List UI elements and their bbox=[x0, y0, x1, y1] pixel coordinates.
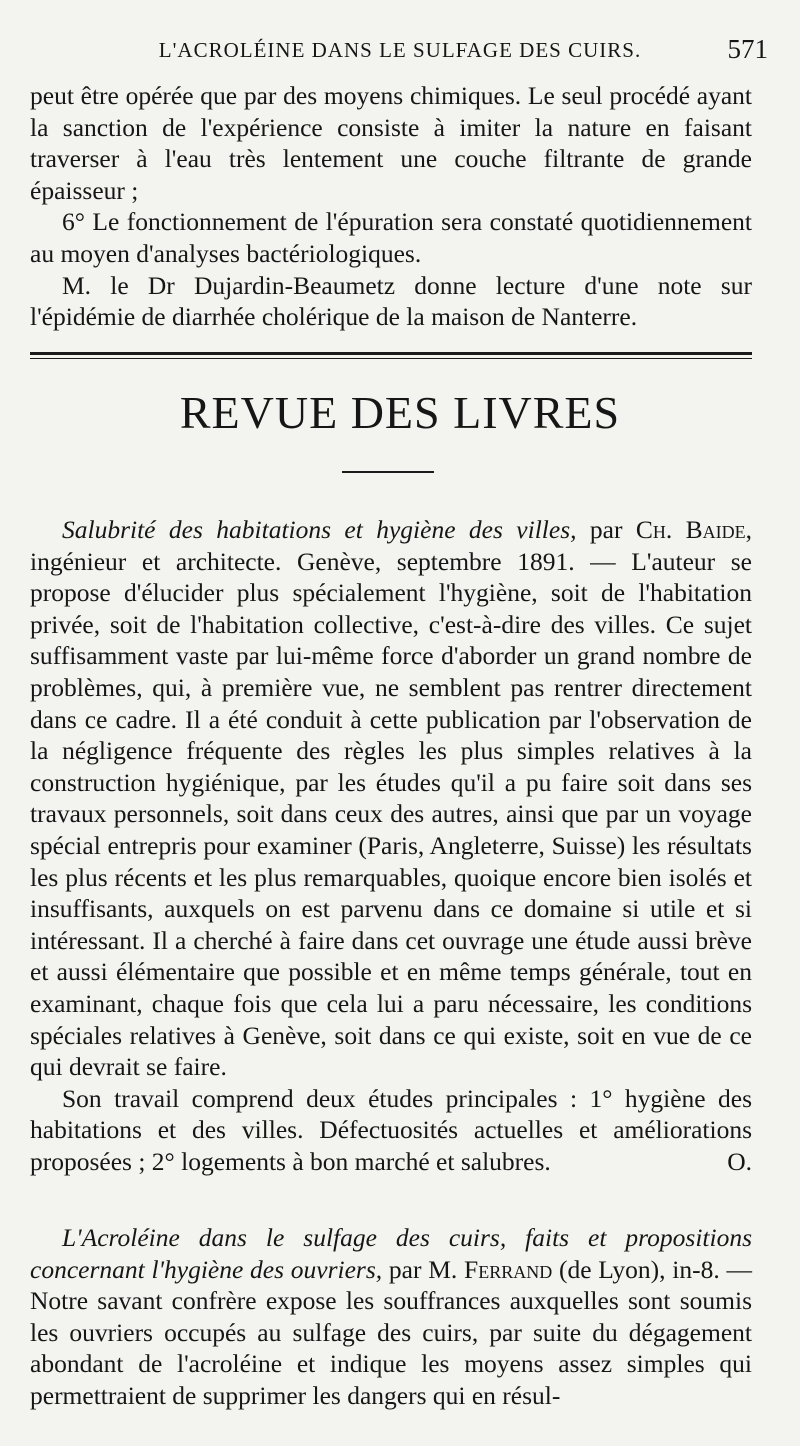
paragraph-dujardin: M. le Dr Dujardin-Beaumetz donne lecture d'une note sur l'épidémie de diarrhée cholérique de la maison de Nanterre. bbox=[30, 270, 752, 332]
review-1-body: , ingénieur et architecte. Genève, septembre 1891. — L'auteur se propose d'élucider plus spécialement l'hygiène, soit de l'habitation privée, soit de l'habitation collective, c'est-à-dire des villes. Ce sujet suffisamment vaste par lui-même force d'aborder un grand nombre de problèmes, qui, à première vue, ne semblent pas rentrer directement dans ce cadre. Il a été conduit à cette publication par l'observation de la négligence fréquente des règles les plus simples relatives à la construction hygiénique, par les études qu'il a pu faire soit dans ses travaux personnels, soit dans ceux des autres, ainsi que par un voyage spécial entrepris pour examiner (Paris, Angleterre, Suisse) les résultats les plus récents et les plus remarquables, quoique encore bien isolés et insuffisants, auxquels on est parvenu dans ce domaine si utile et si intéressant. Il a cherché à faire dans cet ouvrage une étude aussi brève et aussi élémentaire que possible et en même temps générale, tout en examinant, chaque fois que cela lui a paru nécessaire, les conditions spéciales relatives à Genève, soit dans ce qui existe, soit en vue de ce qui devrait se faire. bbox=[30, 515, 753, 1082]
review-2-author: Ferrand bbox=[464, 1254, 553, 1284]
review-1-signature: O. bbox=[727, 1146, 752, 1176]
paragraph-continuation: peut être opérée que par des moyens chimiques. Le seul procédé ayant la sanction de l'expérience consiste à imiter la nature en faisant traverser à l'eau très lentement une couche filtrante de grande épaisseur ; bbox=[30, 81, 752, 205]
review-2-paragraph bbox=[30, 1222, 752, 1412]
section-divider-rule bbox=[30, 352, 752, 359]
section-title: REVUE DES LIVRES bbox=[179, 387, 621, 438]
page-number: 571 bbox=[727, 34, 768, 64]
review-1-summary: Son travail comprend deux études principales : 1° hygiène des habitations et des villes. Défectuosités actuelles et améliorations proposées ; 2° logements à bon marché et salubres. bbox=[30, 1083, 752, 1176]
review-2-body: (de Lyon), in-8. — Notre savant confrère expose les souffrances auxquelles sont soumis les ouvriers occupés au sulfage des cuirs, par suite du dégagement abondant de l'acroléine et indique les moyens assez simples qui permettraient de supprimer les dangers qui en résul- bbox=[30, 1254, 752, 1410]
review-1-paragraph bbox=[30, 514, 752, 1083]
review-2 bbox=[30, 1222, 752, 1412]
review-1-author: Ch. Baide bbox=[635, 515, 746, 544]
review-1-paragraph-2 bbox=[30, 1083, 752, 1178]
running-title: L'ACROLÉINE DANS LE SULFAGE DES CUIRS. bbox=[158, 38, 642, 62]
review-2-title: L'Acroléine dans le sulfage des cuirs, faits et propositions concernant l'hygiène des ouvriers, bbox=[30, 1223, 752, 1284]
review-2-by: par M. bbox=[382, 1254, 465, 1284]
review-1-by: par bbox=[576, 515, 636, 544]
review-1-title: Salubrité des habitations et hygiène des villes, bbox=[62, 515, 577, 544]
running-head bbox=[30, 30, 770, 66]
top-text-block bbox=[30, 80, 752, 333]
short-divider bbox=[342, 471, 434, 473]
review-1 bbox=[30, 514, 752, 1177]
paragraph-item-6: 6° Le fonctionnement de l'épuration sera constaté quotidiennement au moyen d'analyses bactériologiques. bbox=[30, 207, 752, 268]
